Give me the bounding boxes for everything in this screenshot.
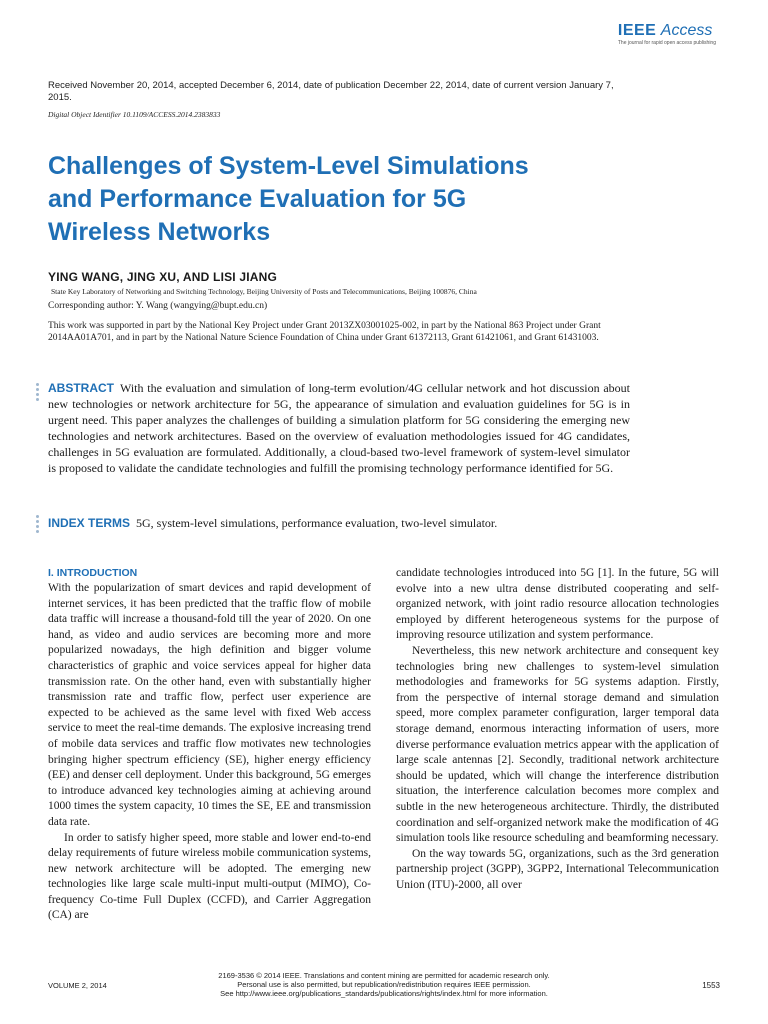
paragraph: On the way towards 5G, organizations, such as the 3rd generation partnership project (3GPP), 3GPP2, International Telecommunication Union (ITU)-2000, all over <box>396 847 719 891</box>
paragraph: Nevertheless, this new network architecture and consequent key technologies bring new challenges to system-level simulation methodologies and frameworks for 5G systems adaption. Firstly, from the perspective of internal storage demand and simulation speed, more complex parameter configuration, larger temporal data storage demand, enormous interacting information of users, more diverse performance evaluation metrics appear with the application of large scale antennas [2]. Secondly, traditional network architecture should be updated, which will change the interference distribution situation, the interference calculation becomes more complex and subtle in the new heterogeneous architecture. Thirdly, the distributed coordination and self-organized network make the modification of 4G simulation tools like resource scheduling and beamforming necessary. <box>396 644 719 845</box>
index-terms-dots-icon <box>36 515 40 535</box>
logo-ieee: IEEE <box>617 22 657 39</box>
abstract-label: ABSTRACT <box>48 381 114 395</box>
journal-logo <box>618 22 716 47</box>
copyright-line: See http://www.ieee.org/publications_standards/publications/rights/index.html for more information. <box>220 989 548 998</box>
abstract <box>48 380 630 476</box>
section-heading: I. INTRODUCTION <box>48 567 138 579</box>
corresponding-author: Corresponding author: Y. Wang (wangying@bupt.edu.cn) <box>48 301 268 311</box>
index-terms-text: 5G, system-level simulations, performance evaluation, two-level simulator. <box>136 516 498 530</box>
index-terms-label: INDEX TERMS <box>48 516 131 530</box>
body-column-left <box>48 566 371 924</box>
copyright-notice <box>190 971 578 998</box>
affiliation: State Key Laboratory of Networking and Switching Technology, Beijing University of Posts and Telecommunications, Beijing 100876, China <box>51 287 477 296</box>
abstract-text: With the evaluation and simulation of long-term evolution/4G cellular network and hot discussion about new technologies or network architecture for 5G, the appearance of simulation and evaluation guidelines for 5G is in urgent need. This paper analyzes the challenges of building a simulation platform for 5G considering the emerging new technologies and network architectures. Based on the overview of evaluation methodologies issued for 4G candidates, challenges in 5G evaluation are formulated. Additionally, a cloud-based two-level framework of system-level simulator is proposed to validate the candidate technologies and fulfill the promising technology performance identified for 5G. <box>48 381 630 475</box>
received-line: Received November 20, 2014, accepted December 6, 2014, date of publication December 22, 2014, date of current version January 7, 2015. <box>48 80 614 103</box>
authors: YING WANG, JING XU, AND LISI JIANG <box>48 270 278 284</box>
index-terms <box>48 515 630 531</box>
paragraph: In order to satisfy higher speed, more stable and lower end-to-end delay requirements of future wireless mobile communication systems, new network architecture will be adopted. The emerging new technologies like large scale multi-input multi-output (MIMO), Co-frequency Co-time Full Duplex (CCFD), and Carrier Aggregation (CA) are <box>48 831 371 922</box>
funding-note: This work was supported in part by the National Key Project under Grant 2013ZX03001025-002, in part by the National 863 Project under Grant 2014AA01A701, and in part by the National Nature Science Foundation of China under Grant 61372113, Grant 61421061, and Grant 61431003. <box>48 321 601 343</box>
paper-title: Challenges of System-Level Simulations and Performance Evaluation for 5G Wireless Networks <box>48 152 529 246</box>
body-column-right <box>396 566 719 893</box>
abstract-dots-icon <box>36 383 40 403</box>
copyright-line: Personal use is also permitted, but republication/redistribution requires IEEE permission. <box>237 980 531 989</box>
doi: Digital Object Identifier 10.1109/ACCESS.2014.2383833 <box>48 110 221 119</box>
paragraph: With the popularization of smart devices and rapid development of internet services, it has been predicted that the traffic flow of mobile data traffic will increase a thousand-fold till the year of 2020. On one hand, as video and audio services are becoming more and more popularized nowadays, the high definition and bigger volume characteristics of graphic and voice services appeal for higher data transmission rate. On the other hand, even with substantially higher transmission rate and traffic flow, perfect user experience are expected to be achieved as the same level with fixed Web access service to meet the real-time demands. The explosive increasing trend of mobile data services and traffic flow motivates new technologies bringing higher spectrum efficiency (SE), higher energy efficiency (EE) and denser cell deployment. Under this background, 5G emerges to introduce advanced key technologies aiming at achieving around 1000 times the system capacity, 10 times the SE, EE and transmission data rate. <box>48 582 371 828</box>
logo-access: Access <box>660 22 713 39</box>
volume-label: VOLUME 2, 2014 <box>48 981 107 990</box>
page-number: 1553 <box>702 981 720 990</box>
copyright-line: 2169-3536 © 2014 IEEE. Translations and content mining are permitted for academic research only. <box>218 971 550 980</box>
paragraph: candidate technologies introduced into 5G [1]. In the future, 5G will evolve into a new ultra dense distributed cooperating and self-organized network, with joint radio resource allocation technologies employed by different heterogeneous systems for the purpose of improving resource utilization and system performance. <box>396 567 719 642</box>
logo-tagline: The journal for rapid open access publishing <box>617 40 716 46</box>
